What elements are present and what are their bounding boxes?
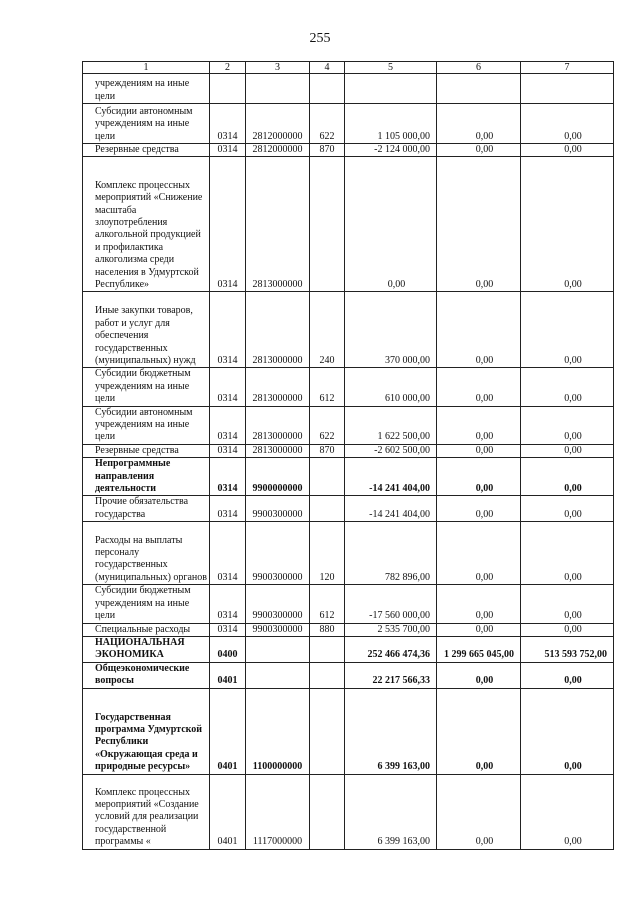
- col-header-3: 3: [246, 62, 310, 74]
- amount-col5-cell: -2 602 500,00: [345, 444, 437, 457]
- row-name-cell: Субсидии автономным учреждениям на иные цели: [83, 406, 210, 444]
- section-code-cell: 0314: [210, 368, 246, 406]
- col-header-7: 7: [521, 62, 614, 74]
- col-header-5: 5: [345, 62, 437, 74]
- amount-col7-cell: 0,00: [521, 585, 614, 623]
- section-code-cell: 0314: [210, 458, 246, 496]
- budget-table: [82, 61, 614, 850]
- amount-col7-cell: 0,00: [521, 458, 614, 496]
- target-article-cell: 9900300000: [246, 496, 310, 522]
- section-code-cell: 0401: [210, 688, 246, 774]
- amount-col6-cell: [437, 74, 521, 104]
- row-name-cell: НАЦИОНАЛЬНАЯ ЭКОНОМИКА: [83, 636, 210, 662]
- expense-type-cell: [310, 74, 345, 104]
- amount-col5-cell: 370 000,00: [345, 292, 437, 368]
- target-article-cell: 9900000000: [246, 458, 310, 496]
- table-row: [83, 522, 614, 585]
- section-code-cell: 0401: [210, 662, 246, 688]
- section-code-cell: 0314: [210, 585, 246, 623]
- section-code-cell: 0314: [210, 144, 246, 157]
- target-article-cell: 2813000000: [246, 157, 310, 292]
- table-row: [83, 496, 614, 522]
- amount-col5-cell: 610 000,00: [345, 368, 437, 406]
- row-name-cell: Общеэкономические вопросы: [83, 662, 210, 688]
- col-header-4: 4: [310, 62, 345, 74]
- amount-col7-cell: 0,00: [521, 662, 614, 688]
- amount-col7-cell: 0,00: [521, 496, 614, 522]
- target-article-cell: 1117000000: [246, 774, 310, 849]
- amount-col7-cell: 0,00: [521, 292, 614, 368]
- expense-type-cell: 870: [310, 144, 345, 157]
- target-article-cell: [246, 74, 310, 104]
- amount-col7-cell: 0,00: [521, 774, 614, 849]
- amount-col7-cell: 0,00: [521, 688, 614, 774]
- expense-type-cell: [310, 636, 345, 662]
- row-name-cell: Прочие обязательства государства: [83, 496, 210, 522]
- amount-col6-cell: 0,00: [437, 522, 521, 585]
- expense-type-cell: 870: [310, 444, 345, 457]
- expense-type-cell: [310, 688, 345, 774]
- amount-col7-cell: [521, 74, 614, 104]
- page-number: 255: [309, 31, 331, 46]
- expense-type-cell: [310, 496, 345, 522]
- expense-type-cell: [310, 458, 345, 496]
- amount-col5-cell: 22 217 566,33: [345, 662, 437, 688]
- expense-type-cell: 622: [310, 406, 345, 444]
- table-row: [83, 636, 614, 662]
- amount-col6-cell: 0,00: [437, 292, 521, 368]
- amount-col5-cell: 1 105 000,00: [345, 104, 437, 144]
- table-row: [83, 662, 614, 688]
- amount-col7-cell: 0,00: [521, 157, 614, 292]
- target-article-cell: 9900300000: [246, 585, 310, 623]
- section-code-cell: 0401: [210, 774, 246, 849]
- amount-col7-cell: 0,00: [521, 623, 614, 636]
- amount-col6-cell: 0,00: [437, 662, 521, 688]
- table-row: [83, 292, 614, 368]
- table-row: [83, 688, 614, 774]
- amount-col7-cell: 513 593 752,00: [521, 636, 614, 662]
- amount-col5-cell: -14 241 404,00: [345, 496, 437, 522]
- table-row: [83, 623, 614, 636]
- amount-col6-cell: 0,00: [437, 496, 521, 522]
- table-row: [83, 368, 614, 406]
- expense-type-cell: [310, 662, 345, 688]
- section-code-cell: 0314: [210, 496, 246, 522]
- table-row: [83, 104, 614, 144]
- row-name-cell: Комплекс процессных мероприятий «Создание условий для реализации государственной программы «: [83, 774, 210, 849]
- amount-col6-cell: 0,00: [437, 104, 521, 144]
- expense-type-cell: 880: [310, 623, 345, 636]
- section-code-cell: 0314: [210, 406, 246, 444]
- target-article-cell: 2813000000: [246, 292, 310, 368]
- amount-col6-cell: 0,00: [437, 585, 521, 623]
- target-article-cell: 2813000000: [246, 368, 310, 406]
- row-name-cell: Специальные расходы: [83, 623, 210, 636]
- row-name-cell: Субсидии автономным учреждениям на иные цели: [83, 104, 210, 144]
- col-header-2: 2: [210, 62, 246, 74]
- col-header-6: 6: [437, 62, 521, 74]
- target-article-cell: 9900300000: [246, 522, 310, 585]
- amount-col7-cell: 0,00: [521, 522, 614, 585]
- row-name-cell: Резервные средства: [83, 144, 210, 157]
- table-row: [83, 406, 614, 444]
- expense-type-cell: 240: [310, 292, 345, 368]
- row-name-cell: Субсидии бюджетным учреждениям на иные цели: [83, 585, 210, 623]
- amount-col6-cell: 0,00: [437, 688, 521, 774]
- amount-col5-cell: -17 560 000,00: [345, 585, 437, 623]
- amount-col6-cell: 0,00: [437, 458, 521, 496]
- expense-type-cell: 622: [310, 104, 345, 144]
- expense-type-cell: 612: [310, 368, 345, 406]
- section-code-cell: 0314: [210, 292, 246, 368]
- expense-type-cell: 120: [310, 522, 345, 585]
- table-row: [83, 444, 614, 457]
- table-row: [83, 157, 614, 292]
- table-row: [83, 585, 614, 623]
- row-name-cell: Субсидии бюджетным учреждениям на иные цели: [83, 368, 210, 406]
- expense-type-cell: [310, 157, 345, 292]
- target-article-cell: 2812000000: [246, 144, 310, 157]
- table-row: [83, 144, 614, 157]
- amount-col5-cell: 0,00: [345, 157, 437, 292]
- amount-col5-cell: -2 124 000,00: [345, 144, 437, 157]
- amount-col7-cell: 0,00: [521, 444, 614, 457]
- table-row: [83, 458, 614, 496]
- amount-col5-cell: 2 535 700,00: [345, 623, 437, 636]
- amount-col6-cell: 0,00: [437, 774, 521, 849]
- amount-col7-cell: 0,00: [521, 368, 614, 406]
- amount-col5-cell: [345, 74, 437, 104]
- row-name-cell: учреждениям на иные цели: [83, 74, 210, 104]
- row-name-cell: Комплекс процессных мероприятий «Снижение масштаба злоупотребления алкогольной продукцией и профилактика алкоголизма среди населения в Удмуртской Республике»: [83, 157, 210, 292]
- amount-col7-cell: 0,00: [521, 144, 614, 157]
- section-code-cell: 0314: [210, 623, 246, 636]
- section-code-cell: 0314: [210, 157, 246, 292]
- row-name-cell: Расходы на выплаты персоналу государственных (муниципальных) органов: [83, 522, 210, 585]
- amount-col6-cell: 0,00: [437, 144, 521, 157]
- section-code-cell: [210, 74, 246, 104]
- expense-type-cell: [310, 774, 345, 849]
- amount-col5-cell: -14 241 404,00: [345, 458, 437, 496]
- section-code-cell: 0314: [210, 444, 246, 457]
- amount-col6-cell: 0,00: [437, 623, 521, 636]
- row-name-cell: Иные закупки товаров, работ и услуг для обеспечения государственных (муниципальных) нужд: [83, 292, 210, 368]
- section-code-cell: 0314: [210, 104, 246, 144]
- row-name-cell: Непрограммные направления деятельности: [83, 458, 210, 496]
- table-row: [83, 74, 614, 104]
- col-header-1: 1: [83, 62, 210, 74]
- section-code-cell: 0314: [210, 522, 246, 585]
- target-article-cell: 1100000000: [246, 688, 310, 774]
- target-article-cell: [246, 662, 310, 688]
- amount-col6-cell: 0,00: [437, 406, 521, 444]
- amount-col6-cell: 0,00: [437, 368, 521, 406]
- section-code-cell: 0400: [210, 636, 246, 662]
- amount-col5-cell: 252 466 474,36: [345, 636, 437, 662]
- target-article-cell: 2812000000: [246, 104, 310, 144]
- amount-col5-cell: 782 896,00: [345, 522, 437, 585]
- target-article-cell: 9900300000: [246, 623, 310, 636]
- amount-col7-cell: 0,00: [521, 406, 614, 444]
- row-name-cell: Государственная программа Удмуртской Республики «Окружающая среда и природные ресурсы»: [83, 688, 210, 774]
- amount-col5-cell: 1 622 500,00: [345, 406, 437, 444]
- expense-type-cell: 612: [310, 585, 345, 623]
- amount-col6-cell: 0,00: [437, 444, 521, 457]
- target-article-cell: 2813000000: [246, 406, 310, 444]
- amount-col5-cell: 6 399 163,00: [345, 774, 437, 849]
- amount-col6-cell: 0,00: [437, 157, 521, 292]
- target-article-cell: 2813000000: [246, 444, 310, 457]
- amount-col7-cell: 0,00: [521, 104, 614, 144]
- row-name-cell: Резервные средства: [83, 444, 210, 457]
- amount-col5-cell: 6 399 163,00: [345, 688, 437, 774]
- amount-col6-cell: 1 299 665 045,00: [437, 636, 521, 662]
- table-row: [83, 774, 614, 849]
- target-article-cell: [246, 636, 310, 662]
- table-header-row: [83, 62, 614, 74]
